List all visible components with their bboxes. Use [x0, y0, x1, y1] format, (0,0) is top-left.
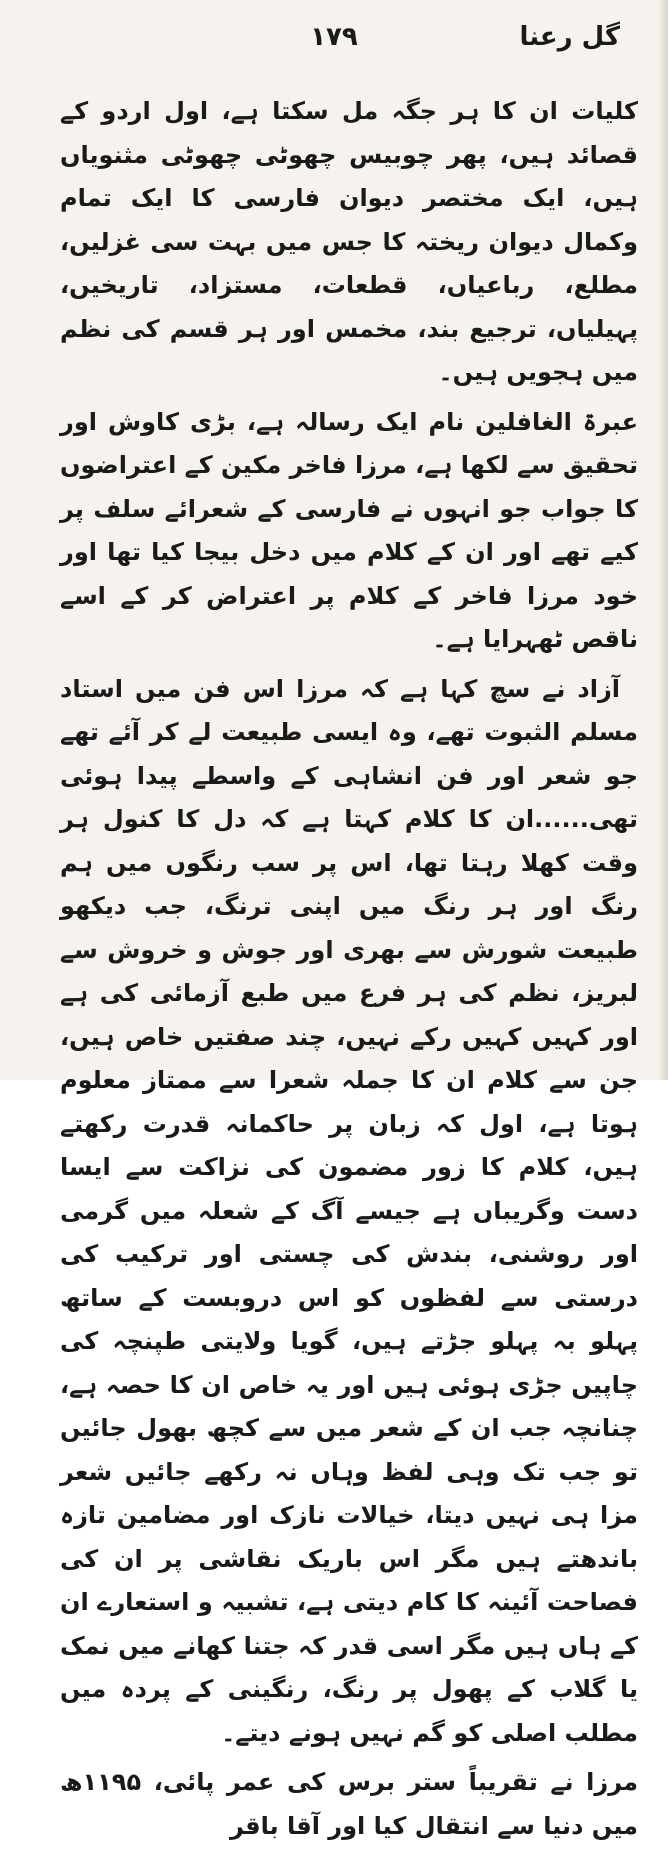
page-edge-shadow [658, 0, 668, 1080]
paragraph-collected-works: کلیات ان کا ہر جگہ مل سکتا ہے، اول اردو کے قصائد ہیں، پھر چوبیس چھوٹی چھوٹی مثنویاں ہیں، ایک مختصر دیوان فارسی کا ایک تمام وکمال دیوان ریختہ کا جس میں بہت سی غزلیں، مطلع، رباعیاں، قطعات، مستزاد، تاریخیں، پہیلیاں، ترجیع بند، مخمس اور ہر قسم کی نظم میں ہجویں ہیں۔ [60, 97, 638, 386]
page-number: ۱۷۹ [310, 22, 358, 52]
paragraph-azad-opinion: آزاد نے سچ کہا ہے کہ مرزا اس فن میں استاد مسلم الثبوت تھے، وہ ایسی طبیعت لے کر آئے تھے جو شعر اور فن انشاہی کے واسطے پیدا ہوئی تھی......ان کا کلام کہتا ہے کہ دل کا کنول ہر وقت کھلا رہتا تھا، اس پر سب رنگوں میں ہم رنگ اور ہر رنگ میں اپنی ترنگ، جب دیکھو طبیعت شورش سے بھری اور جوش و خروش سے لبریز، نظم کی ہر فرع میں طبع آزمائی کی ہے اور کہیں کہیں رکے نہیں، چند صفتیں خاص ہیں، جن سے کلام ان کا جملہ شعرا سے ممتاز معلوم ہوتا ہے، اول کہ زبان پر حاکمانہ قدرت رکھتے ہیں، کلام کا زور مضمون کی نزاکت سے ایسا دست وگریباں ہے جیسے آگ کے شعلہ میں گرمی اور روشنی، بندش کی چستی اور ترکیب کی درستی سے لفظوں کو اس دروبست کے ساتھ پہلو بہ پہلو جڑتے ہیں، گویا ولایتی طپنچہ کی چاپیں جڑی ہوئی ہیں اور یہ خاص ان کا حصہ ہے، چنانچہ جب ان کے شعر میں سے کچھ بھول جائیں تو جب تک وہی لفظ وہاں نہ رکھے جائیں شعر مزا ہی نہیں دیتا، خیالات نازک اور مضامین تازہ باندھتے ہیں مگر اس باریک نقاشی پر ان کی فصاحت آئینہ کا کام دیتی ہے، تشبیہ و استعارے ان کے ہاں ہیں مگر اسی قدر کہ جتنا کھانے میں نمک یا گلاب کے پھول پر رنگ، رنگینی کے پردہ میں مطلب اصلی کو گم نہیں ہونے دیتے۔ [60, 674, 638, 1747]
body-text [60, 90, 638, 1854]
running-title: گل رعنا [519, 22, 620, 52]
paragraph-ibrat-ul-ghafilin: عبرۃ الغافلین نام ایک رسالہ ہے، بڑی کاوش اور تحقیق سے لکھا ہے، مرزا فاخر مکین کے اعتراضوں کا جواب جو انہوں نے فارسی کے شعرائے سلف پر کیے تھے اور ان کے کلام میں دخل بیجا کیا تھا اور خود مرزا فاخر کے کلام پر اعتراض کر کے اسے ناقص ٹھہرایا ہے۔ [60, 407, 638, 653]
paragraph-death: مرزا نے تقریباً ستر برس کی عمر پائی، ۱۱۹۵ھ میں دنیا سے انتقال کیا اور آقا باقر [60, 1768, 638, 1840]
